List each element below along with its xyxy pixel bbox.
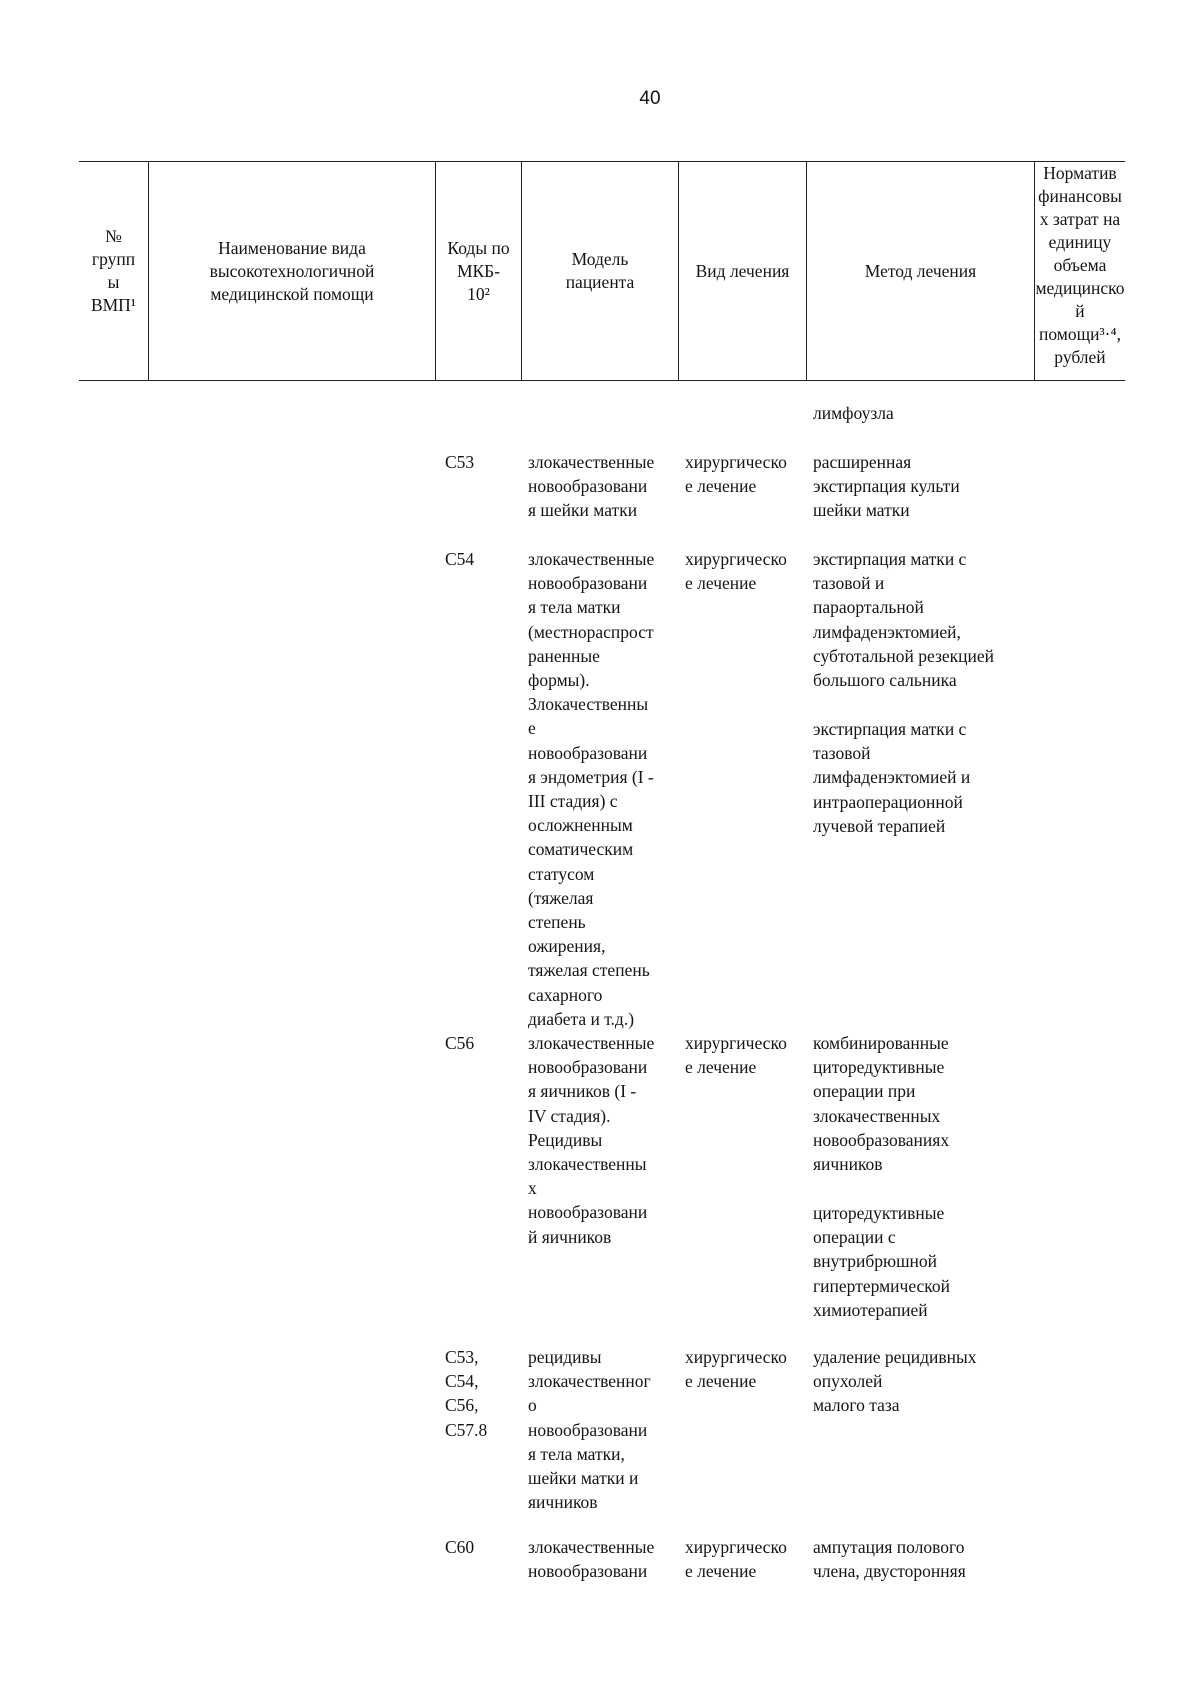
page-number: 40 bbox=[639, 88, 661, 109]
patient-model-text: рецидивы злокачественног о новообразовани я тела матки, шейки матки и яичников bbox=[528, 1347, 651, 1513]
patient-model-text: злокачественные новообразовани bbox=[528, 1537, 655, 1582]
icd-code: C54 bbox=[445, 549, 475, 569]
icd-code: C53 bbox=[445, 452, 475, 472]
header-icd-codes: Коды по МКБ- 10² bbox=[436, 162, 522, 380]
icd-code: C56 bbox=[445, 1033, 475, 1053]
header-group-number: № групп ы ВМП¹ bbox=[79, 162, 149, 380]
treatment-type-text: хирургическо е лечение bbox=[685, 1347, 787, 1392]
method-text: ампутация полового члена, двусторонняя bbox=[813, 1537, 966, 1582]
header-patient-model: Модель пациента bbox=[522, 162, 679, 380]
method-text: удаление рецидивных опухолей малого таза bbox=[813, 1347, 977, 1416]
method-text: расширенная экстирпация культи шейки матки bbox=[813, 452, 960, 521]
header-treatment-type: Вид лечения bbox=[679, 162, 807, 380]
patient-model-text: злокачественные новообразовани я яичников (I - IV стадия). Рецидивы злокачественны х новообразовани й яичников bbox=[528, 1033, 655, 1247]
patient-model-text: злокачественные новообразовани я тела матки (местнораспрост раненные формы). Злокачественны е новообразовани я эндометрия (I - III стадия) с осложненным соматическим статусом (тяжелая степень ожирения, тяжелая степень сахарного диабета и т.д.) bbox=[528, 549, 655, 1029]
header-treatment-method: Метод лечения bbox=[807, 162, 1035, 380]
treatment-type-text: хирургическо е лечение bbox=[685, 1537, 787, 1582]
header-cost-standard: Норматив финансовы х затрат на единицу объема медицинско й помощи³·⁴, рублей bbox=[1035, 163, 1125, 367]
method-text: экстирпация матки с тазовой и параортальной лимфаденэктомией, субтотальной резекцией большого сальника bbox=[813, 549, 995, 691]
treatment-type-text: хирургическо е лечение bbox=[685, 452, 787, 497]
icd-code: C60 bbox=[445, 1537, 475, 1557]
treatment-type-text: хирургическо е лечение bbox=[685, 1033, 787, 1078]
patient-model-text: злокачественные новообразовани я шейки матки bbox=[528, 452, 655, 521]
method-text: экстирпация матки с тазовой лимфаденэктомией и интраоперационной лучевой терапией bbox=[813, 719, 971, 836]
table-header bbox=[79, 161, 1125, 381]
method-text: циторедуктивные операции с внутрибрюшной гипертермической химиотерапией bbox=[813, 1203, 951, 1320]
treatment-type-text: хирургическо е лечение bbox=[685, 549, 787, 594]
method-text: комбинированные циторедуктивные операции при злокачественных новообразованиях яичников bbox=[813, 1033, 950, 1175]
method-text: лимфоузла bbox=[813, 403, 894, 423]
header-care-type-name: Наименование вида высокотехнологичной медицинской помощи bbox=[149, 162, 436, 380]
icd-code: C53, C54, C56, C57.8 bbox=[445, 1347, 488, 1440]
